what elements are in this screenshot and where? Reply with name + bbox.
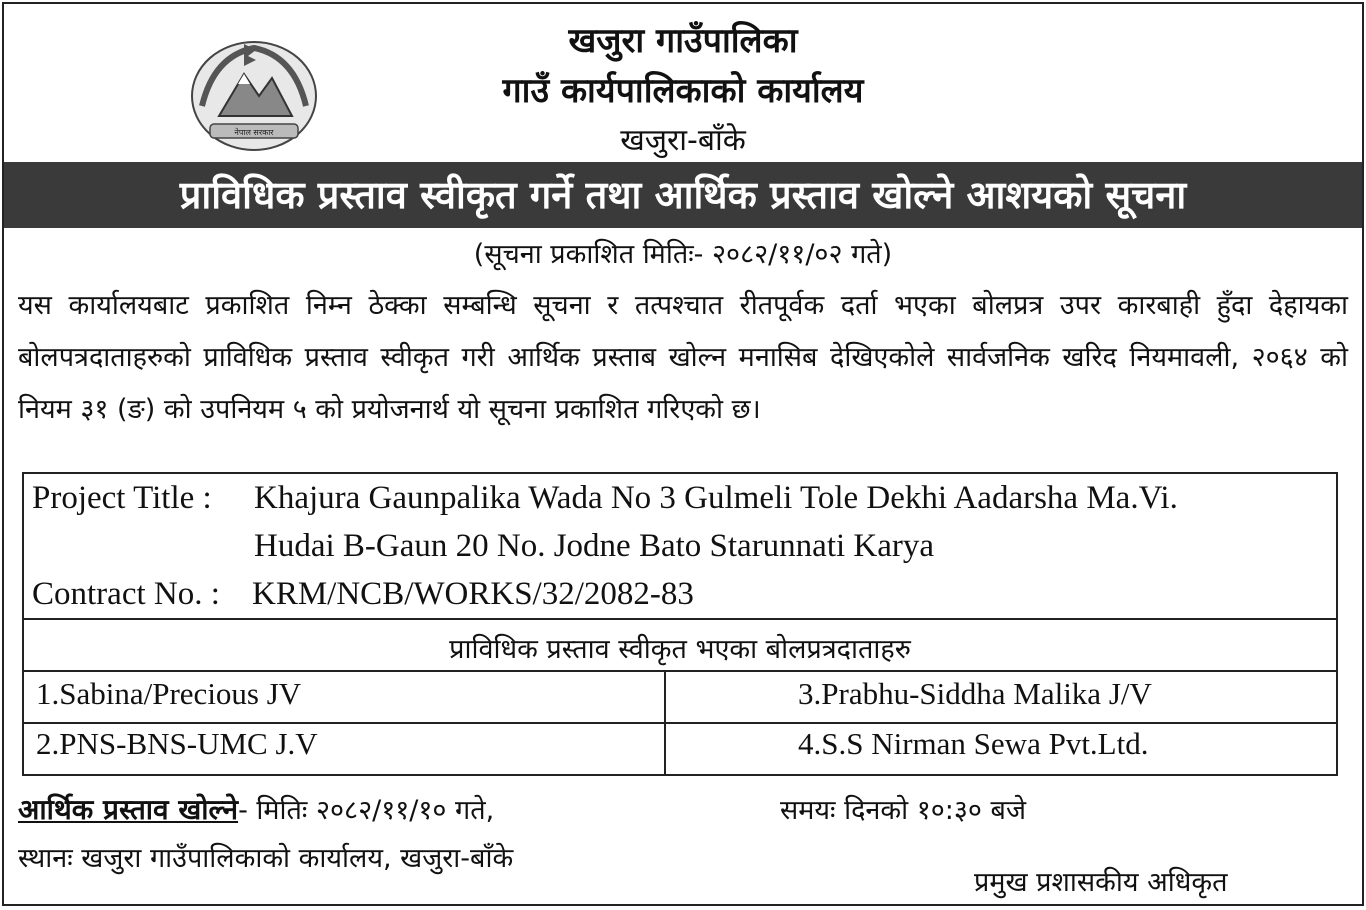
bidder-1: 1.Sabina/Precious JV <box>36 676 302 711</box>
bidder-3: 3.Prabhu-Siddha Malika J/V <box>798 676 1152 711</box>
bidders-heading: प्राविधिक प्रस्ताव स्वीकृत भएका बोलप्रत्रदाताहरु <box>449 634 911 665</box>
bidder-2: 2.PNS-BNS-UMC J.V <box>36 726 318 761</box>
bidder-4: 4.S.S Nirman Sewa Pvt.Ltd. <box>798 726 1149 761</box>
opening-time: समयः दिनको १०:३० बजे <box>780 795 1027 826</box>
publish-date: (सूचना प्रकाशित मितिः- २०८२/११/०२ गते) <box>473 239 893 270</box>
divider <box>24 670 1336 672</box>
contract-number: KRM/NCB/WORKS/32/2082-83 <box>252 576 694 612</box>
municipality-name: खजुरा गाउँपालिका <box>568 21 798 61</box>
notice-page <box>2 2 1364 906</box>
financial-opening-label: आर्थिक प्रस्ताव खोल्ने <box>18 793 239 826</box>
divider <box>24 618 1336 620</box>
opening-place: स्थानः खजुरा गाउँपालिकाको कार्यालय, खजुरा-बाँके <box>18 843 514 874</box>
financial-opening-line <box>18 790 494 828</box>
svg-text:नेपाल सरकार: नेपाल सरकार <box>234 128 274 137</box>
notice-paragraph: यस कार्यालयबाट प्रकाशित निम्न ठेक्का सम्बन्धि सूचना र तत्पश्चात रीतपूर्वक दर्ता भएका बोलप्रत्र उपर कारबाही हुँदा देहायका बोलपत्रदाताहरुको प्राविधिक प्रस्ताव स्वीकृत गरी आर्थिक प्रस्ताब खोल्न मनासिब देखिएकोले सार्वजनिक खरिद नियमावली, २०६४ को नियम ३१ (ङ) को उपनियम ५ को प्रयोजनार्थ यो सूचना प्रकाशित गरिएको छ। <box>18 290 1348 425</box>
contract-label: Contract No. : <box>32 576 220 612</box>
notice-title-banner: प्राविधिक प्रस्ताव स्वीकृत गर्ने तथा आर्थिक प्रस्ताव खोल्ने आशयको सूचना <box>4 162 1362 228</box>
signatory: प्रमुख प्रशासकीय अधिकृत <box>974 867 1228 898</box>
project-title-line2: Hudai B-Gaun 20 No. Jodne Bato Starunnati Karya <box>254 528 935 564</box>
project-box <box>22 472 1338 776</box>
project-title-line1: Khajura Gaunpalika Wada No 3 Gulmeli Tole Dekhi Aadarsha Ma.Vi. <box>254 480 1178 516</box>
project-title-label: Project Title : <box>32 480 212 516</box>
office-location: खजुरा-बाँके <box>620 123 746 158</box>
office-name: गाउँ कार्यपालिकाको कार्यालय <box>502 71 864 111</box>
divider <box>24 722 1336 724</box>
financial-opening-date: - मितिः २०८२/११/१० गते, <box>238 795 495 826</box>
